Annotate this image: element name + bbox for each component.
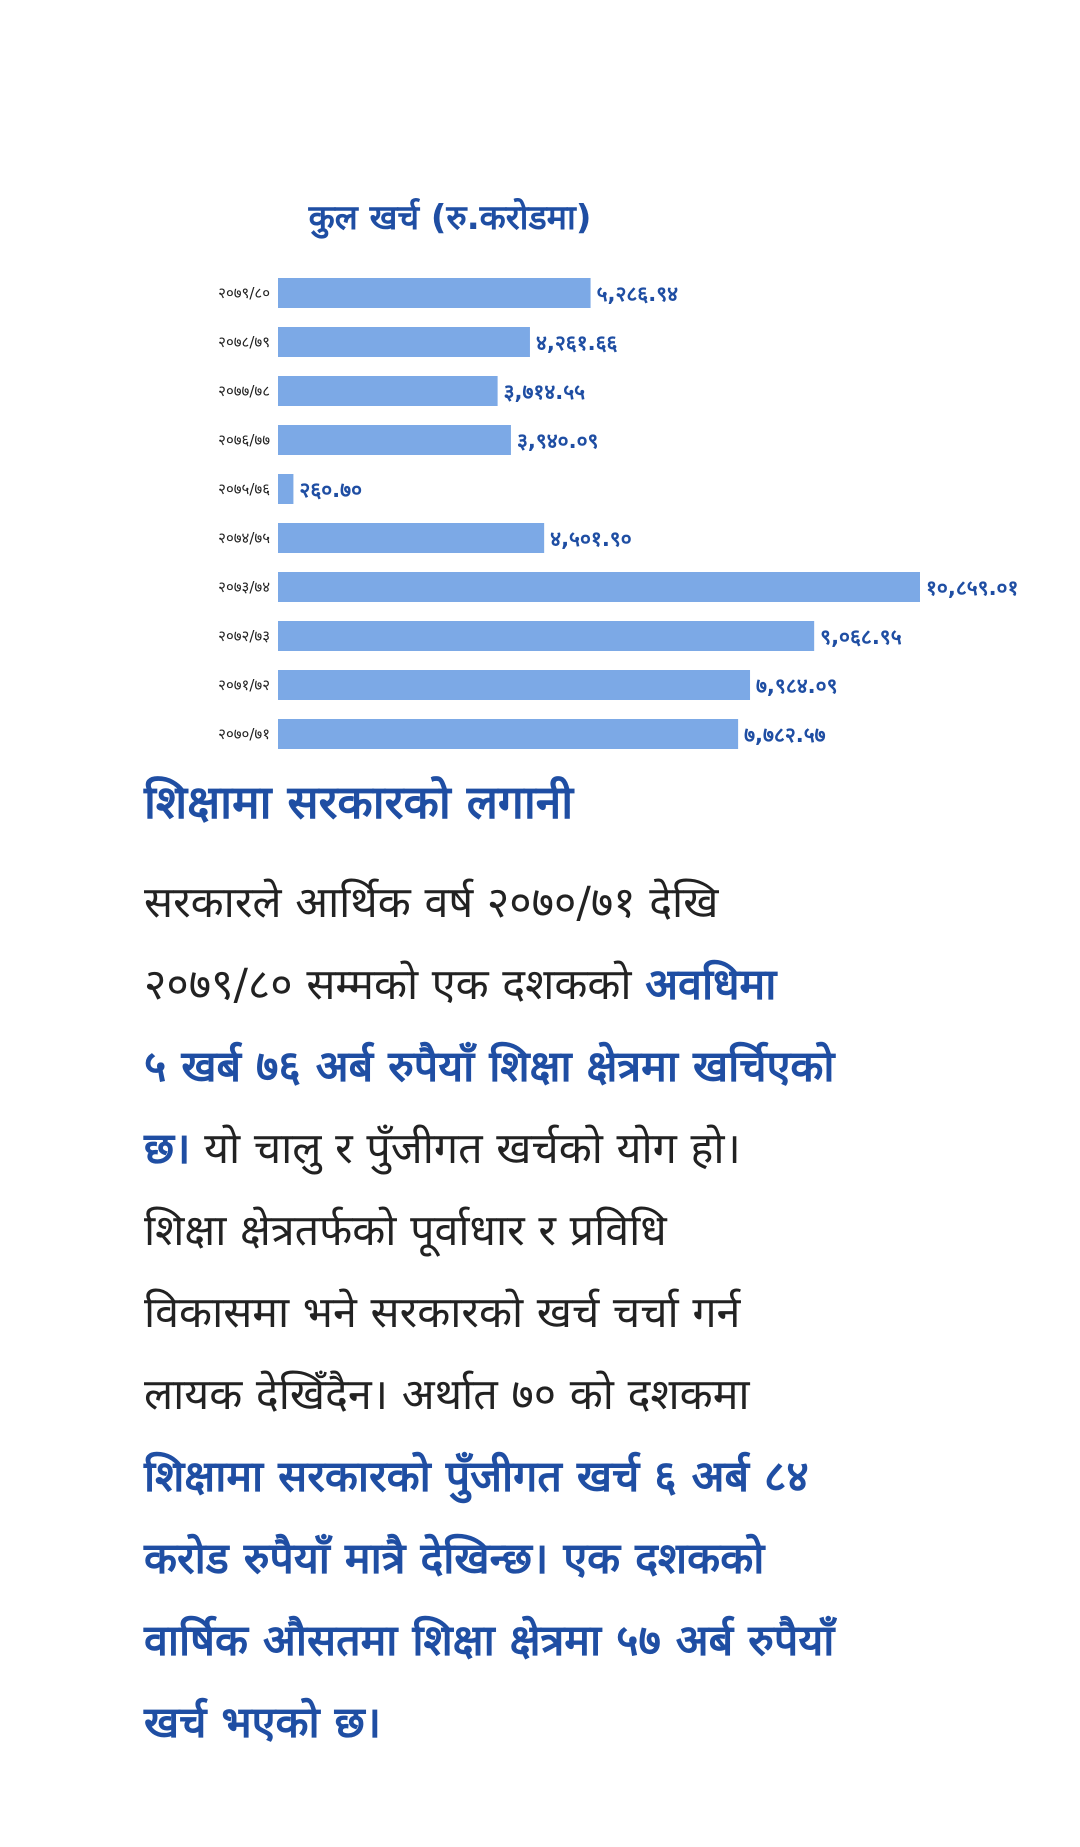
paragraph-line [144,944,964,1026]
category-label: २०७६/७७ [218,431,270,449]
body-text: शिक्षा क्षेत्रतर्फको पूर्वाधार र प्रविधि [144,1206,667,1256]
bar [278,670,750,700]
highlighted-text: अवधिमा [645,960,777,1010]
category-label: २०७५/७६ [218,480,270,498]
bar [278,278,591,308]
paragraph-line [144,1600,964,1682]
bar [278,327,530,357]
paragraph-line [144,1190,964,1272]
paragraph-line [144,1682,964,1764]
category-label: २०७०/७१ [218,725,270,743]
body-text: २०७९/८० सम्मको एक दशकको [144,960,646,1010]
category-label: २०७९/८० [218,284,270,302]
value-label: ५,२८६.९४ [596,282,679,306]
chart-title: कुल खर्च (रु.करोडमा) [308,198,592,238]
paragraph-line [144,1272,964,1354]
bar [278,376,498,406]
highlighted-text: ५ खर्ब ७६ अर्ब रुपैयाँ शिक्षा क्षेत्रमा खर्चिएको [144,1042,835,1092]
category-label: २०७३/७४ [218,578,270,596]
bar [278,474,293,504]
category-label: २०७२/७३ [218,627,270,645]
bar-chart [140,270,1019,750]
value-label: १०,८५९.०१ [926,576,1019,600]
value-label: २६०.७० [299,478,362,502]
body-text: विकासमा भने सरकारको खर्च चर्चा गर्न [144,1288,741,1338]
category-label: २०७१/७२ [218,676,270,694]
bar [278,523,544,553]
category-label: २०७८/७९ [218,333,270,351]
body-text: लायक देखिँदैन। अर्थात ७० को दशकमा [144,1370,750,1420]
highlighted-text: शिक्षामा सरकारको पुँजीगत खर्च ६ अर्ब ८४ [144,1452,809,1502]
bar [278,572,920,602]
value-label: ७,७८२.५७ [744,723,826,747]
value-label: ४,२६१.६६ [535,331,618,355]
value-label: ३,९४०.०९ [516,429,599,453]
bar [278,425,511,455]
paragraph-line [144,1354,964,1436]
category-label: २०७४/७५ [218,529,270,547]
value-label: ४,५०१.९० [550,527,632,551]
body-text: यो चालु र पुँजीगत खर्चको योग हो। [190,1124,741,1174]
category-label: २०७७/७८ [218,382,270,400]
paragraph-line [144,1518,964,1600]
paragraph-line [144,1026,964,1108]
value-label: ९,०६८.९५ [820,625,902,649]
value-label: ७,९८४.०९ [756,674,838,698]
highlighted-text: करोड रुपैयाँ मात्रै देखिन्छ। एक दशकको [144,1534,765,1584]
highlighted-text: खर्च भएको छ। [144,1698,382,1748]
paragraph-line [144,862,964,944]
paragraph-line [144,1436,964,1518]
body-paragraph [144,862,964,1764]
value-label: ३,७१४.५५ [503,380,586,404]
highlighted-text: वार्षिक औसतमा शिक्षा क्षेत्रमा ५७ अर्ब रुपैयाँ [144,1616,835,1666]
body-text: सरकारले आर्थिक वर्ष २०७०/७१ देखि [144,878,719,928]
paragraph-line [144,1108,964,1190]
bar [278,719,738,749]
section-heading: शिक्षामा सरकारको लगानी [144,775,574,829]
bar [278,621,814,651]
highlighted-text: छ। [144,1124,191,1174]
